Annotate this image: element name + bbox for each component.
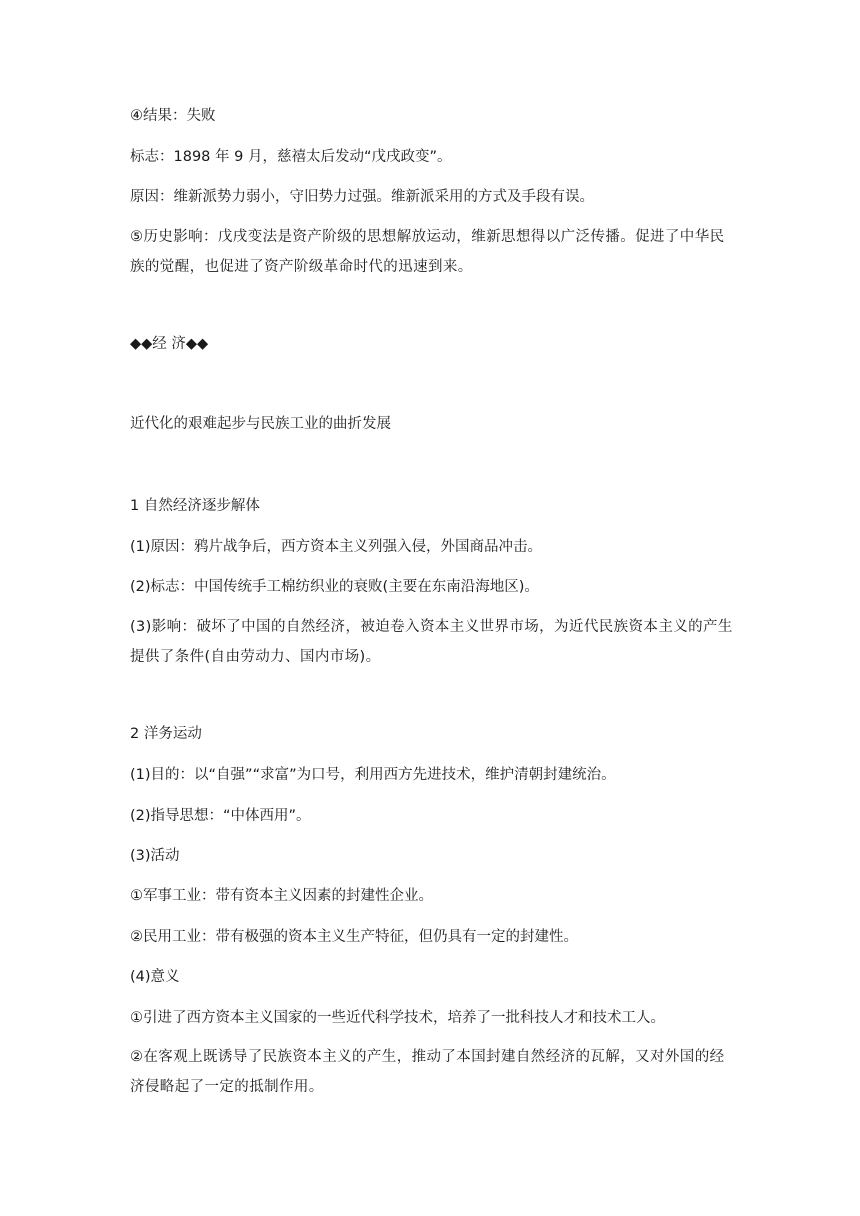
significance-point-2-paragraph: ②在客观上既诱导了民族资本主义的产生，推动了本国封建自然经济的瓦解，又对外国的经济侵略起了一定的抵制作用。 bbox=[130, 1049, 725, 1095]
westernization-heading: 2 洋务运动 bbox=[130, 726, 202, 742]
westernization-activities-heading: (3)活动 bbox=[130, 848, 180, 864]
military-industry-text: ①军事工业：带有资本主义因素的封建性企业。 bbox=[130, 888, 433, 904]
subsection-title: 近代化的艰难起步与民族工业的曲折发展 bbox=[130, 416, 391, 432]
natural-economy-impact-paragraph: (3)影响：破坏了中国的自然经济，被迫卷入资本主义世界市场，为近代民族资本主义的产生提供了条件(自由劳动力、国内市场)。 bbox=[130, 619, 733, 665]
significance-point-1: ①引进了西方资本主义国家的一些近代科学技术，培养了一批科技人才和技术工人。 bbox=[130, 1010, 665, 1026]
result-sign-text: 标志：1898 年 9 月，慈禧太后发动“戊戌政变”。 bbox=[130, 149, 452, 165]
result-cause-text: 原因：维新派势力弱小，守旧势力过强。维新派采用的方式及手段有误。 bbox=[130, 189, 594, 205]
economy-section-heading: ◆◆经 济◆◆ bbox=[130, 336, 209, 352]
civil-industry-text: ②民用工业：带有极强的资本主义生产特征，但仍具有一定的封建性。 bbox=[130, 929, 578, 945]
natural-economy-heading: 1 自然经济逐步解体 bbox=[130, 498, 260, 514]
westernization-guiding-idea: (2)指导思想：“中体西用”。 bbox=[130, 808, 311, 824]
westernization-purpose: (1)目的：以“自强”“求富”为口号，利用西方先进技术，维护清朝封建统治。 bbox=[130, 767, 616, 783]
natural-economy-sign: (2)标志：中国传统手工棉纺织业的衰败(主要在东南沿海地区)。 bbox=[130, 579, 539, 595]
significance-heading: (4)意义 bbox=[130, 969, 180, 985]
result-heading: ④结果：失败 bbox=[130, 108, 216, 124]
natural-economy-cause: (1)原因：鸦片战争后，西方资本主义列强入侵，外国商品冲击。 bbox=[130, 539, 543, 555]
historical-impact-paragraph: ⑤历史影响：戊戌变法是资产阶级的思想解放运动，维新思想得以广泛传播。促进了中华民族的觉醒，也促进了资产阶级革命时代的迅速到来。 bbox=[130, 229, 725, 275]
